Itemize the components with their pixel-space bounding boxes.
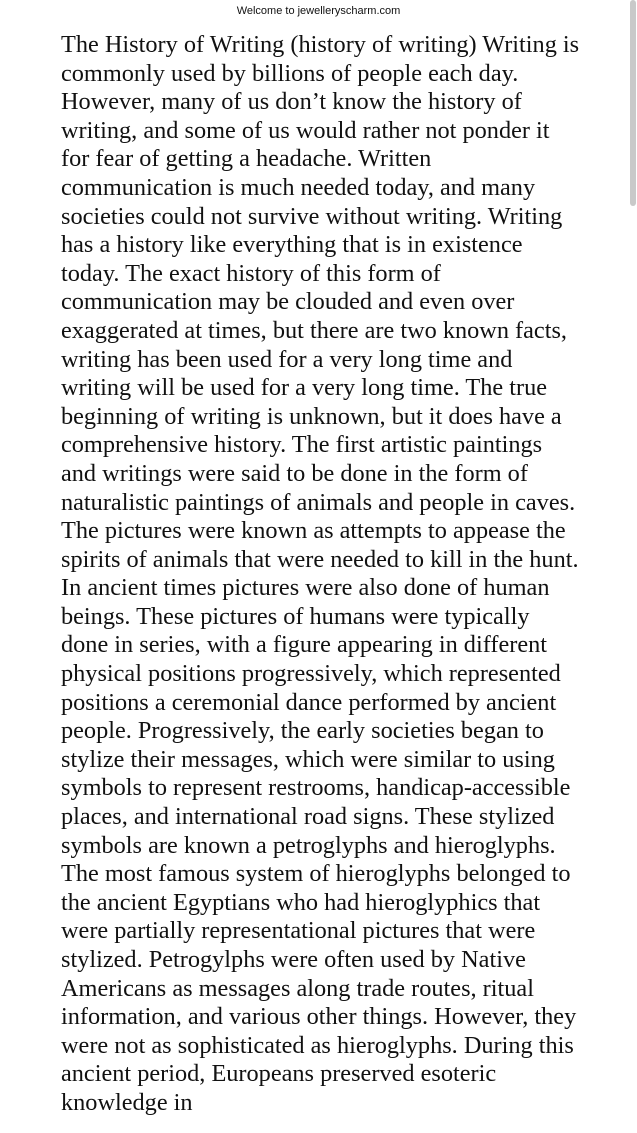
vertical-scrollbar[interactable] xyxy=(629,0,637,1133)
article-body: The History of Writing (history of writing) Writing is commonly used by billions of people each day. However, many of us don’t know the history of writing, and some of us would rather not ponder it for fear of getting a headache. Written communication is much needed today, and many societies could not survive without writing. Writing has a history like everything that is in existence today. The exact history of this form of communication may be clouded and even over exaggerated at times, but there are two known facts, writing has been used for a very long time and writing will be used for a very long time. The true beginning of writing is unknown, but it does have a comprehensive history. The first artistic paintings and writings were said to be done in the form of naturalistic paintings of animals and people in caves. The pictures were known as attempts to appease the spirits of animals that were needed to kill in the hunt. In ancient times pictures were also done of human beings. These pictures of humans were typically done in series, with a figure appearing in different physical positions progressively, which represented positions a ceremonial dance performed by ancient people. Progressively, the early societies began to stylize their messages, which were similar to using symbols to represent restrooms, handicap-accessible places, and international road signs. These stylized symbols are known a petroglyphs and hieroglyphs. The most famous system of hieroglyphs belonged to the ancient Egyptians who had hieroglyphics that were partially representational pictures that were stylized. Petrogylphs were often used by Native Americans as messages along trade routes, ritual information, and various other things. However, they were not as sophisticated as hieroglyphs. During this ancient period, Europeans preserved esoteric knowledge in xyxy=(61,31,580,1116)
scrollbar-thumb[interactable] xyxy=(630,0,636,206)
welcome-header: Welcome to jewelleryscharm.com xyxy=(236,5,401,17)
